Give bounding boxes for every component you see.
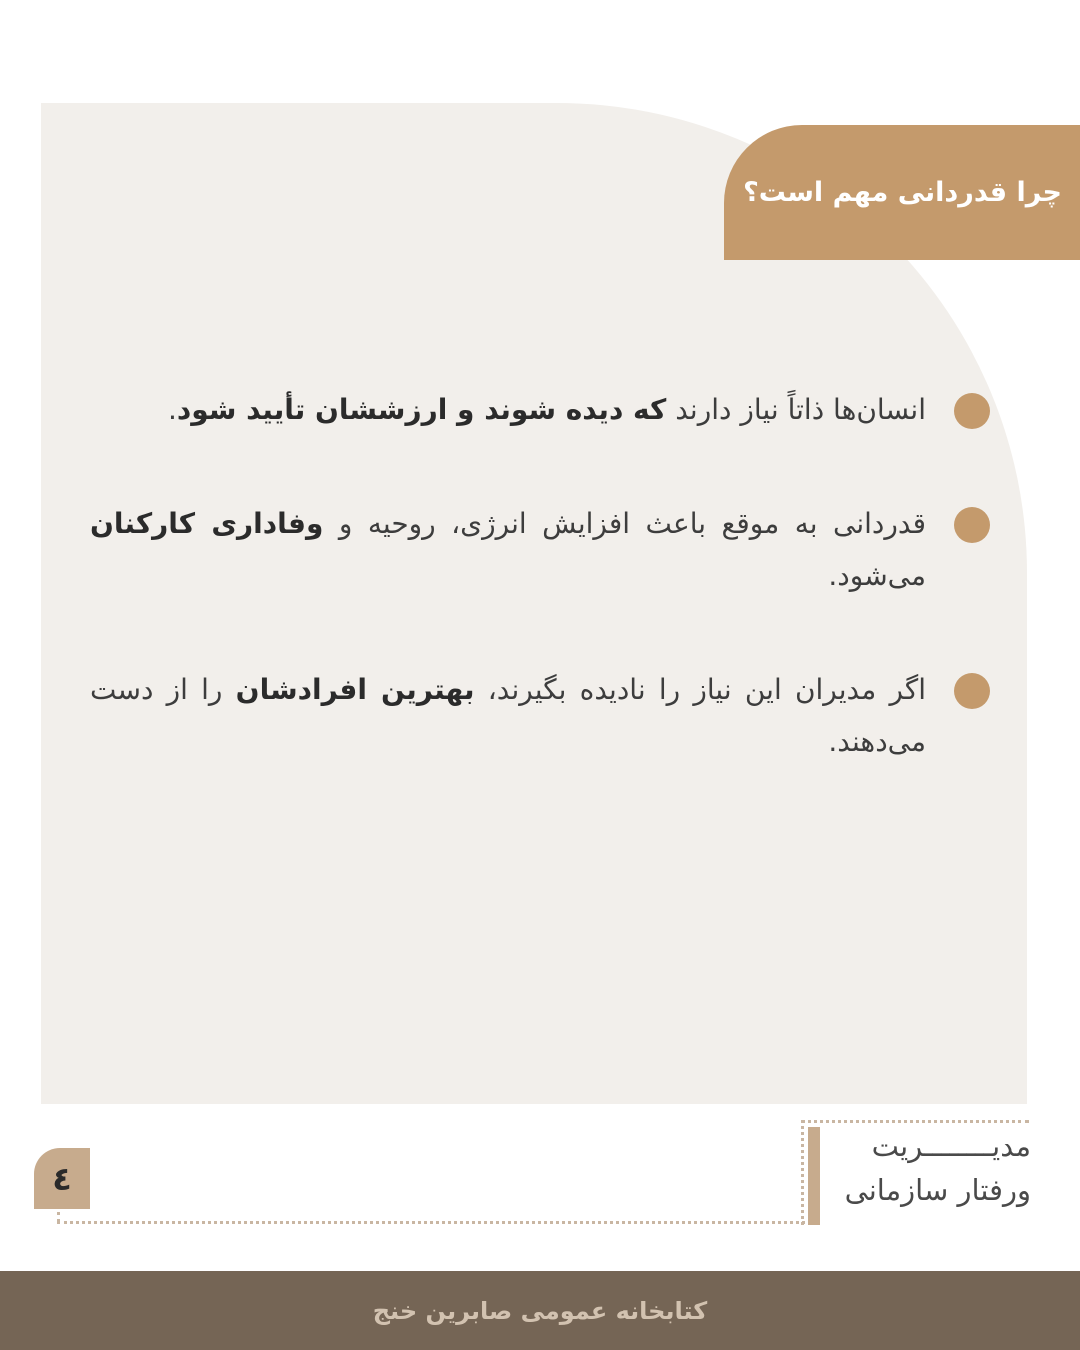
page-number-badge — [34, 1148, 90, 1209]
bullet-text: انسان‌ها ذاتاً نیاز دارند — [666, 393, 926, 426]
list-item — [90, 384, 990, 436]
subject-line-2: ورفتار سازمانی — [844, 1173, 1031, 1207]
page-title: چرا قدردانی مهم است؟ — [743, 177, 1062, 208]
bullet-text: قدردانی به موقع باعث افزایش انرژی، روحیه و — [323, 507, 926, 540]
page-number: ٤ — [52, 1159, 72, 1198]
subject-accent-bar — [808, 1127, 820, 1225]
bullet-text: . — [168, 393, 177, 426]
bullet-bold-text: وفاداری کارکنان — [90, 507, 324, 540]
dotted-divider — [57, 1221, 805, 1224]
title-tab — [724, 125, 1080, 260]
bullet-list — [90, 384, 990, 830]
bullet-dot-icon — [954, 507, 990, 543]
subject-line-1: مدیــــــــریت — [871, 1129, 1031, 1163]
subject-label — [826, 1124, 1031, 1212]
bullet-text: اگر مدیران این نیاز را نادیده بگیرند، — [474, 673, 926, 706]
footer-text: کتابخانه عمومی صابرین خنج — [372, 1296, 708, 1325]
bullet-dot-icon — [954, 393, 990, 429]
footer-bar — [0, 1271, 1080, 1350]
list-item — [90, 664, 990, 768]
bullet-bold-text: که دیده شوند و ارزششان تأیید شود — [176, 393, 667, 426]
bullet-bold-text: بهترین افرادشان — [235, 673, 475, 706]
list-item — [90, 498, 990, 602]
bullet-text: می‌شود. — [828, 559, 926, 592]
bullet-dot-icon — [954, 673, 990, 709]
bullet-text: را از دست می‌دهند. — [90, 673, 926, 758]
